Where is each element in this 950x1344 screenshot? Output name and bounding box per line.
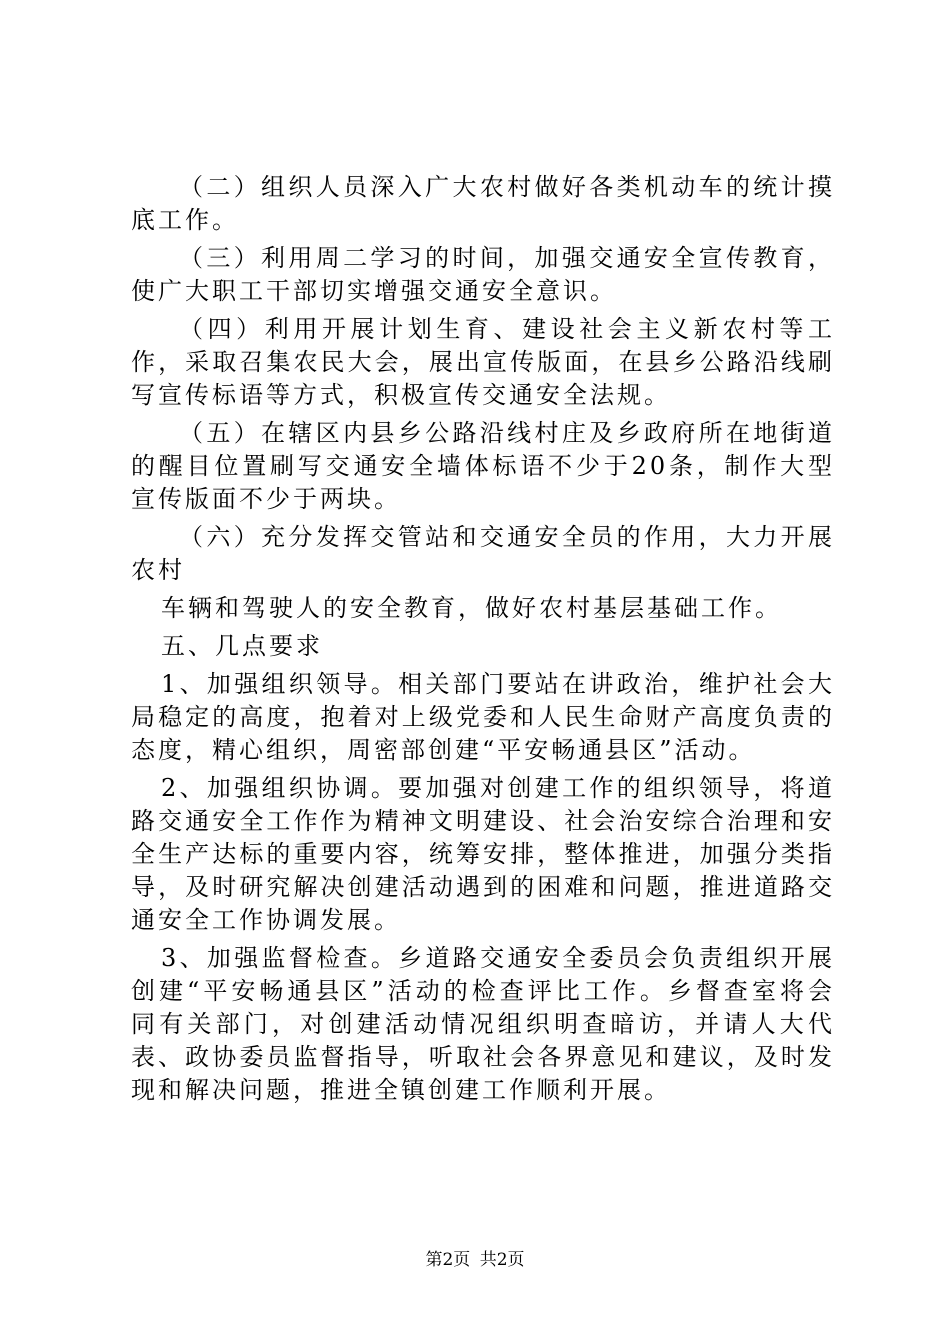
- requirement-3: 3、加强监督检查。乡道路交通安全委员会负责组织开展创建“平安畅通县区”活动的检查评比工作。乡督查室将会同有关部门，对创建活动情况组织明查暗访，并请人大代表、政协委员监督指导，听取社会各界意见和建议，及时发现和解决问题，推进全镇创建工作顺利开展。: [131, 944, 835, 1104]
- paragraph-3: （三）利用周二学习的时间，加强交通安全宣传教育，使广大职工干部切实增强交通安全意识。: [131, 244, 835, 305]
- section-heading: 五、几点要求: [161, 632, 323, 660]
- paragraph-5: （五）在辖区内县乡公路沿线村庄及乡政府所在地街道的醒目位置刷写交通安全墙体标语不少于20条，制作大型宣传版面不少于两块。: [131, 419, 835, 513]
- page-number: 第2页: [425, 1250, 471, 1270]
- requirement-1: 1、加强组织领导。相关部门要站在讲政治，维护社会大局稳定的高度，抱着对上级党委和人民生命财产高度负责的态度，精心组织，周密部创建“平安畅通县区”活动。: [131, 670, 835, 764]
- paragraph-2: （二）组织人员深入广大农村做好各类机动车的统计摸底工作。: [131, 173, 835, 234]
- paragraph-6: （六）充分发挥交管站和交通安全员的作用，大力开展农村: [131, 523, 835, 584]
- paragraph-6-continuation: 车辆和驾驶人的安全教育，做好农村基层基础工作。: [161, 594, 782, 622]
- paragraph-4: （四）利用开展计划生育、建设社会主义新农村等工作，采取召集农民大会，展出宣传版面，在县乡公路沿线刷写宣传标语等方式，积极宣传交通安全法规。: [131, 315, 835, 409]
- page-footer: [0, 1245, 950, 1270]
- document-body: [131, 171, 835, 1107]
- page-total: 共2页: [479, 1250, 525, 1270]
- requirement-2: 2、加强组织协调。要加强对创建工作的组织领导，将道路交通安全工作作为精神文明建设、社会治安综合治理和安全生产达标的重要内容，统筹安排，整体推进，加强分类指导，及时研究解决创建活动遇到的困难和问题，推进道路交通安全工作协调发展。: [131, 774, 835, 934]
